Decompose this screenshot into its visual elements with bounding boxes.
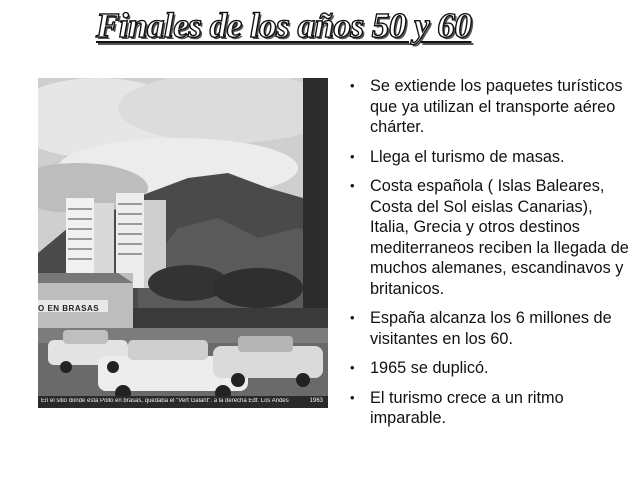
bullet-item bbox=[343, 308, 633, 349]
historic-street-photo bbox=[38, 78, 328, 408]
bullet-text: Llega el turismo de masas. bbox=[370, 147, 565, 166]
bullet-dot-icon: • bbox=[350, 389, 355, 405]
bullet-dot-icon: • bbox=[350, 148, 355, 164]
bullet-dot-icon: • bbox=[350, 310, 355, 325]
restaurant-sign: O EN BRASAS bbox=[38, 304, 100, 313]
bullet-text: 1965 se duplicó. bbox=[370, 359, 489, 377]
bullet-dot-icon: • bbox=[350, 78, 355, 93]
slide-title: Finales de los años 50 y 60 bbox=[96, 6, 472, 45]
bullet-text: España alcanza los 6 millones de visitantes en los 60. bbox=[370, 309, 612, 348]
bullet-item bbox=[343, 76, 633, 138]
photo-caption: En el sitio donde está Pollo en brasas, quedaba el "Vert Galant". a la derecha Edf. Los Andes bbox=[41, 398, 289, 404]
bullet-item bbox=[343, 147, 633, 168]
bullet-item bbox=[343, 176, 633, 299]
bullet-text: El turismo crece a un ritmo imparable. bbox=[370, 388, 564, 427]
bullet-item bbox=[343, 358, 633, 379]
bullet-text: Se extiende los paquetes turísticos que ya utilizan el transporte aéreo chárter. bbox=[370, 77, 623, 136]
bullet-text: Costa española ( Islas Baleares, Costa del Sol eislas Canarias), Italia, Grecia y otros destinos mediterraneos reciben la llegada de muchos alemanes, escandinavos y britanicos. bbox=[370, 177, 629, 298]
photo-year: 1963 bbox=[309, 398, 323, 404]
bullet-item bbox=[343, 388, 633, 429]
bullet-dot-icon: • bbox=[350, 360, 355, 375]
bullet-list bbox=[343, 76, 633, 438]
photo-illustration bbox=[38, 78, 328, 408]
bullet-dot-icon: • bbox=[350, 178, 355, 193]
